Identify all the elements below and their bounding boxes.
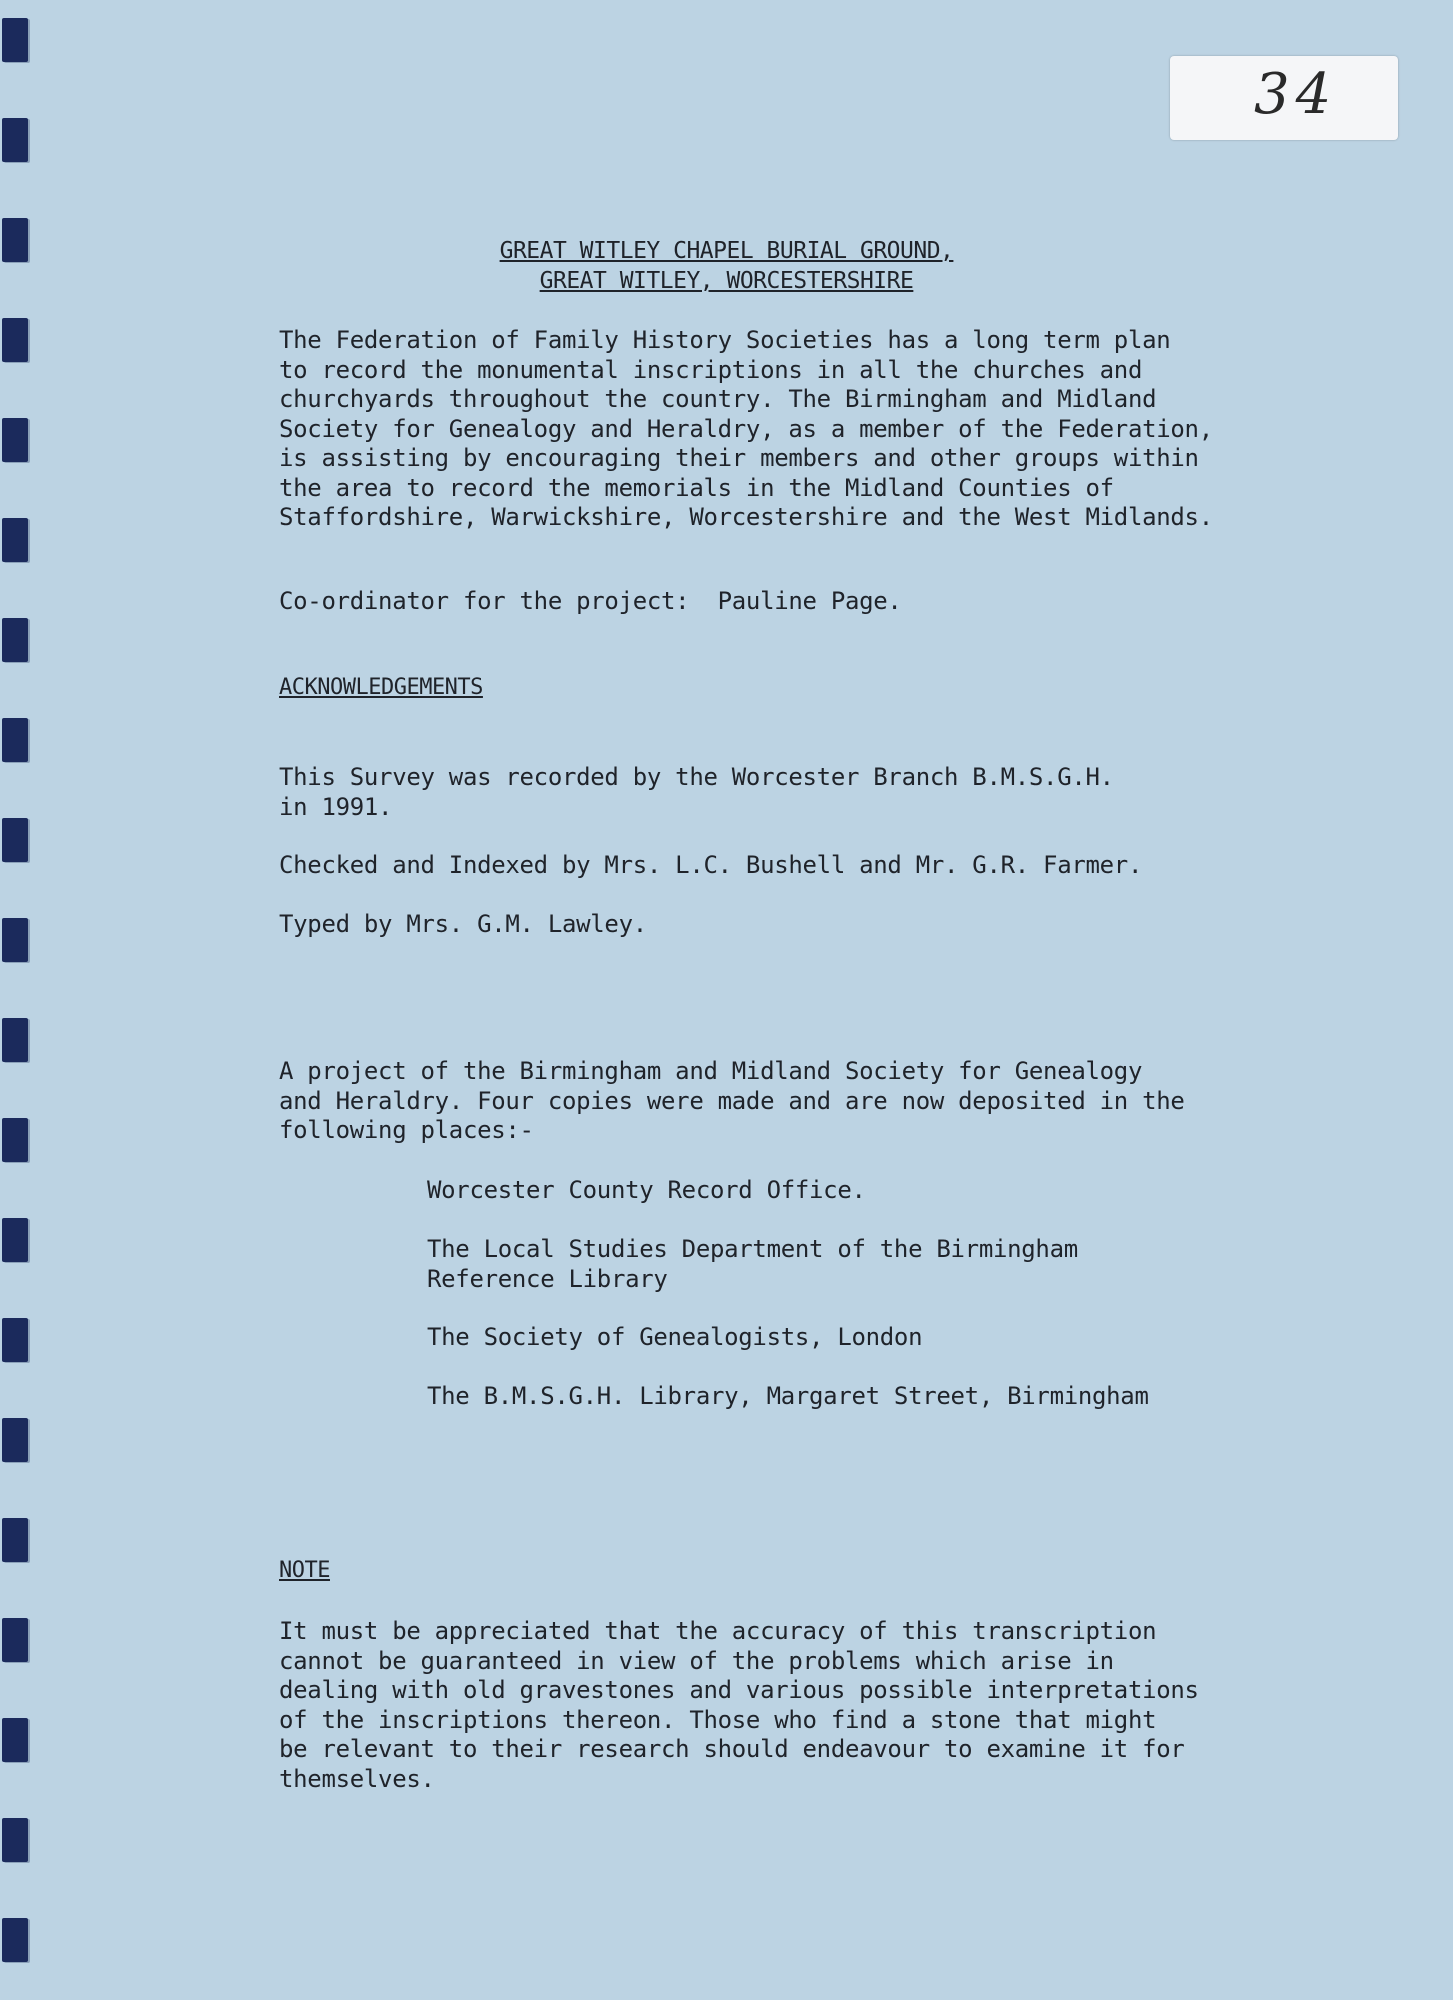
intro-paragraph: The Federation of Family History Societies has a long term plan to record the monumental inscriptions in all the churches and churchyards throughout the country. The Birmingham and Midland Society for Genealogy and Heraldry, as a member of the Federation, is assisting by encouraging their members and other groups within the area to record the memorials in the Midland Counties of Staffordshire, Warwickshire, Worcestershire and the West Midlands. (279, 326, 1213, 531)
coordinator-line: Co-ordinator for the project: Pauline Page. (279, 587, 902, 615)
typed-by: Typed by Mrs. G.M. Lawley. (279, 910, 647, 938)
title-line-1: GREAT WITLEY CHAPEL BURIAL GROUND, (499, 238, 954, 264)
binding-hole (2, 618, 28, 662)
binding-hole (2, 1318, 28, 1362)
binding-hole (2, 18, 28, 62)
spiral-binding (0, 0, 34, 2000)
deposit-place: The Local Studies Department of the Birmingham Reference Library (427, 1235, 1078, 1293)
deposit-place: Worcester County Record Office. (427, 1176, 866, 1204)
deposit-place: The B.M.S.G.H. Library, Margaret Street, Birmingham (427, 1382, 1149, 1410)
deposit-place: The Society of Genealogists, London (427, 1323, 923, 1351)
project-paragraph: A project of the Birmingham and Midland Society for Genealogy and Heraldry. Four copies were made and are now deposited in the following places:- (279, 1057, 1185, 1144)
binding-hole (2, 918, 28, 962)
binding-hole (2, 318, 28, 362)
page-number-label (1170, 56, 1398, 140)
note-paragraph: It must be appreciated that the accuracy of this transcription cannot be guaranteed in view of the problems which arise in dealing with old gravestones and various possible interpretations of the inscriptions thereon. Those who find a stone that might be relevant to their research should endeavour to examine it for themselves. (279, 1617, 1199, 1793)
binding-hole (2, 1818, 28, 1862)
binding-hole (2, 418, 28, 462)
binding-hole (2, 818, 28, 862)
note-heading: NOTE (279, 1558, 330, 1583)
binding-hole (2, 1218, 28, 1262)
binding-hole (2, 1118, 28, 1162)
recorded-by: This Survey was recorded by the Worcester Branch B.M.S.G.H. in 1991. (279, 763, 1114, 821)
binding-hole (2, 1418, 28, 1462)
binding-hole (2, 1018, 28, 1062)
binding-hole (2, 1618, 28, 1662)
title-line-2: GREAT WITLEY, WORCESTERSHIRE (539, 268, 914, 294)
binding-hole (2, 1918, 28, 1962)
checked-by: Checked and Indexed by Mrs. L.C. Bushell and Mr. G.R. Farmer. (279, 851, 1143, 879)
acknowledgements-heading: ACKNOWLEDGEMENTS (279, 675, 483, 700)
binding-hole (2, 1518, 28, 1562)
binding-hole (2, 518, 28, 562)
binding-hole (2, 1718, 28, 1762)
binding-hole (2, 118, 28, 162)
page-number: 34 (1254, 62, 1338, 127)
binding-hole (2, 718, 28, 762)
